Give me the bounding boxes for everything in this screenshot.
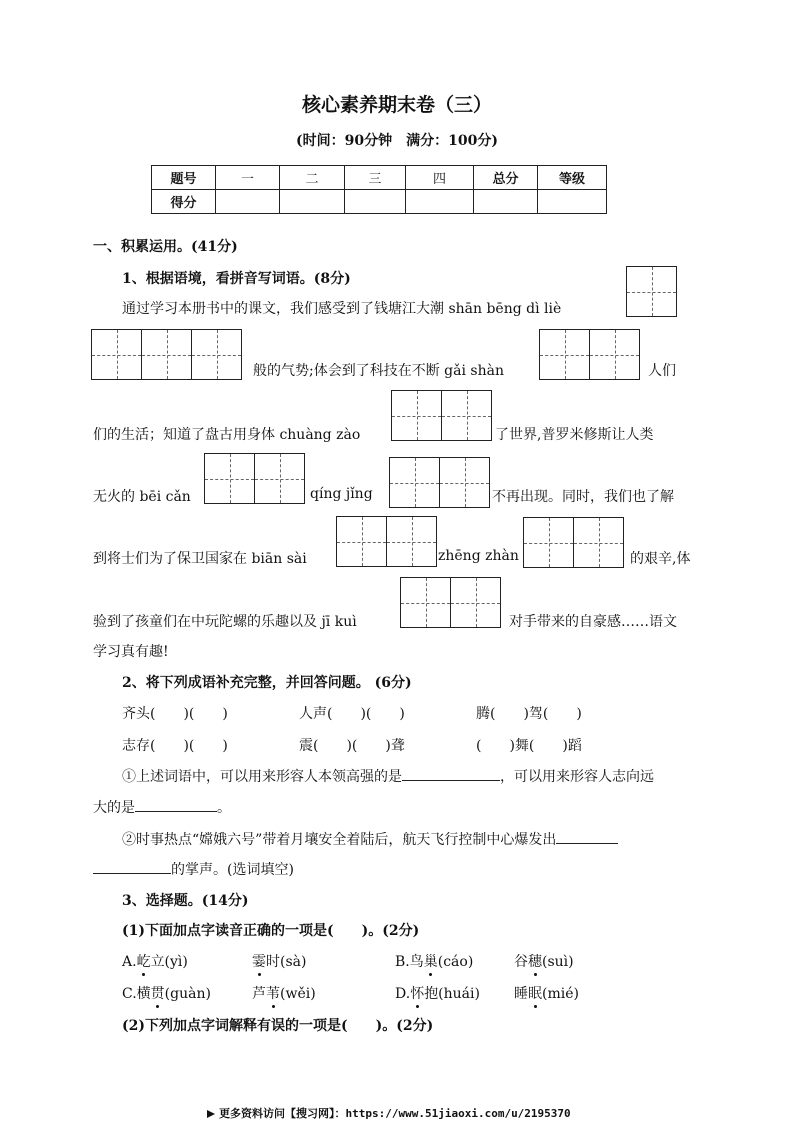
q1-line-1: 通过学习本册书中的课文，我们感受到了钱塘江大潮 shān bēng dì liè [122,301,562,317]
score-cell[interactable] [216,190,280,214]
option-d-word2 [514,983,579,1003]
dotted-character: 穗 [528,951,542,971]
row-label: 得分 [152,190,216,214]
writing-grid[interactable] [204,453,305,504]
option-text: 睡 [514,986,528,1002]
q3-part2-heading: (2)下列加点字词解释有误的一项是( )。(2分) [122,1018,434,1034]
score-table-score-row [152,190,607,214]
option-letter: D. [395,986,411,1002]
option-b-word2 [514,951,574,971]
option-text: (wěi) [280,986,316,1002]
writing-grid[interactable] [336,516,437,567]
option-a[interactable] [122,951,188,971]
idiom: 震( )( )聋 [299,738,405,754]
option-letter: B. [395,954,410,970]
score-cell[interactable] [280,190,345,214]
score-table-header-row [152,166,607,190]
option-letter: A. [122,954,137,970]
writing-grid[interactable] [391,390,492,441]
dotted-character: 怀 [410,983,424,1003]
answer-blank[interactable] [402,766,500,781]
option-d[interactable] [395,983,480,1003]
writing-grid[interactable] [626,266,677,317]
dotted-character: 苇 [266,983,280,1003]
q1-line-4c: 不再出现。同时，我们也了解 [492,489,674,505]
score-cell[interactable] [474,190,538,214]
header-cell: 三 [345,166,406,190]
option-text: 横 [136,986,151,1002]
q1-line-3b: 了世界,普罗米修斯让人类 [495,427,654,443]
option-text: (cáo) [437,954,474,970]
writing-grid[interactable] [523,517,624,568]
q2-sub1-text-d: 。 [217,800,231,816]
idiom: 齐头( )( ) [122,706,228,722]
option-b[interactable] [395,951,473,971]
dotted-character: 眠 [528,983,542,1003]
answer-blank[interactable] [135,797,217,812]
option-text: 鸟 [409,954,424,970]
option-text: 谷 [514,954,528,970]
option-text: 立(yì) [150,954,188,970]
footer-text: 更多资料访问【搜习网】：https://www.51jiaoxi.com/u/2195370 [219,1107,571,1120]
flag-icon [207,1110,215,1118]
q1-line-5c: 的艰辛,体 [630,551,691,567]
q1-line-3a: 们的生活；知道了盘古用身体 chuàng zào [93,427,361,443]
answer-blank[interactable] [556,829,618,844]
q2-sub1-text-b: ，可以用来形容人志向远 [500,769,654,785]
dotted-character: 霎 [252,951,266,971]
q1-line-4b: qíng jǐng [310,486,373,502]
q1-line-7: 学习真有趣! [93,644,169,660]
writing-grid[interactable] [539,329,640,380]
section1-heading: 一、积累运用。(41分) [93,239,238,255]
dotted-character: 贯 [151,983,165,1003]
q2-sub1-text-c: 大的是 [93,800,135,816]
idiom: 志存( )( ) [122,738,228,754]
q3-part1-heading: (1)下面加点字读音正确的一项是( )。(2分) [122,923,420,939]
writing-grid[interactable] [91,329,242,380]
q2-sub2-text-a: ②时事热点“嫦娥六号”带着月壤安全着陆后，航天飞行控制中心爆发出 [122,832,557,848]
writing-grid[interactable] [389,457,490,508]
dotted-character: 屹 [137,951,151,971]
header-cell: 四 [406,166,474,190]
option-text: (guàn) [164,986,211,1002]
footer-link[interactable] [207,1105,571,1121]
q3-heading: 3、选择题。(14分) [122,893,249,909]
page-subtitle: (时间：90分钟 满分：100分) [296,133,498,149]
q1-line-4a: 无火的 bēi cǎn [93,489,191,505]
q1-line-5b: zhēng zhàn [438,548,519,564]
score-cell[interactable] [538,190,607,214]
score-cell[interactable] [406,190,474,214]
q2-sub2-line1 [122,829,618,849]
q2-sub2-line2 [93,859,294,879]
option-a-word2 [252,951,306,971]
q2-sub1-line1 [122,766,654,786]
idiom: 腾( )驾( ) [476,706,582,722]
option-c-word2 [252,983,316,1003]
q1-line-5a: 到将士们为了保卫国家在 biān sài [93,551,307,567]
option-letter: C. [122,986,137,1002]
q1-line-6a: 验到了孩童们在中玩陀螺的乐趣以及 jī kuì [93,614,357,630]
header-cell: 一 [216,166,280,190]
header-cell: 等级 [538,166,607,190]
option-c[interactable] [122,983,211,1003]
idiom: 人声( )( ) [299,706,405,722]
q2-heading: 2、将下列成语补充完整，并回答问题。 (6分) [122,675,412,691]
option-text: (mié) [542,986,579,1002]
q2-sub1-text-a: ①上述词语中，可以用来形容人本领高强的是 [122,769,402,785]
idiom: ( )舞( )蹈 [476,738,582,754]
option-text: 时(sà) [266,954,307,970]
writing-grid[interactable] [400,577,501,628]
q1-line-6b: 对手带来的自豪感……语文 [509,614,677,630]
answer-blank[interactable] [93,859,171,874]
q1-heading: 1、根据语境，看拼音写词语。(8分) [122,271,351,287]
score-cell[interactable] [345,190,406,214]
score-table [151,165,607,214]
dotted-character: 巢 [424,951,438,971]
page-title: 核心素养期末卷（三） [301,94,492,116]
header-cell: 总分 [474,166,538,190]
q2-sub1-line2 [93,797,231,817]
header-cell: 二 [280,166,345,190]
header-cell: 题号 [152,166,216,190]
option-text: 芦 [252,986,266,1002]
option-text: 抱(huái) [424,986,480,1002]
q1-line-2b: 人们 [648,363,676,379]
q1-line-2a: 般的气势;体会到了科技在不断 gǎi shàn [253,363,504,379]
option-text: (suì) [542,954,574,970]
q2-sub2-text-b: 的掌声。(选词填空) [171,862,294,878]
